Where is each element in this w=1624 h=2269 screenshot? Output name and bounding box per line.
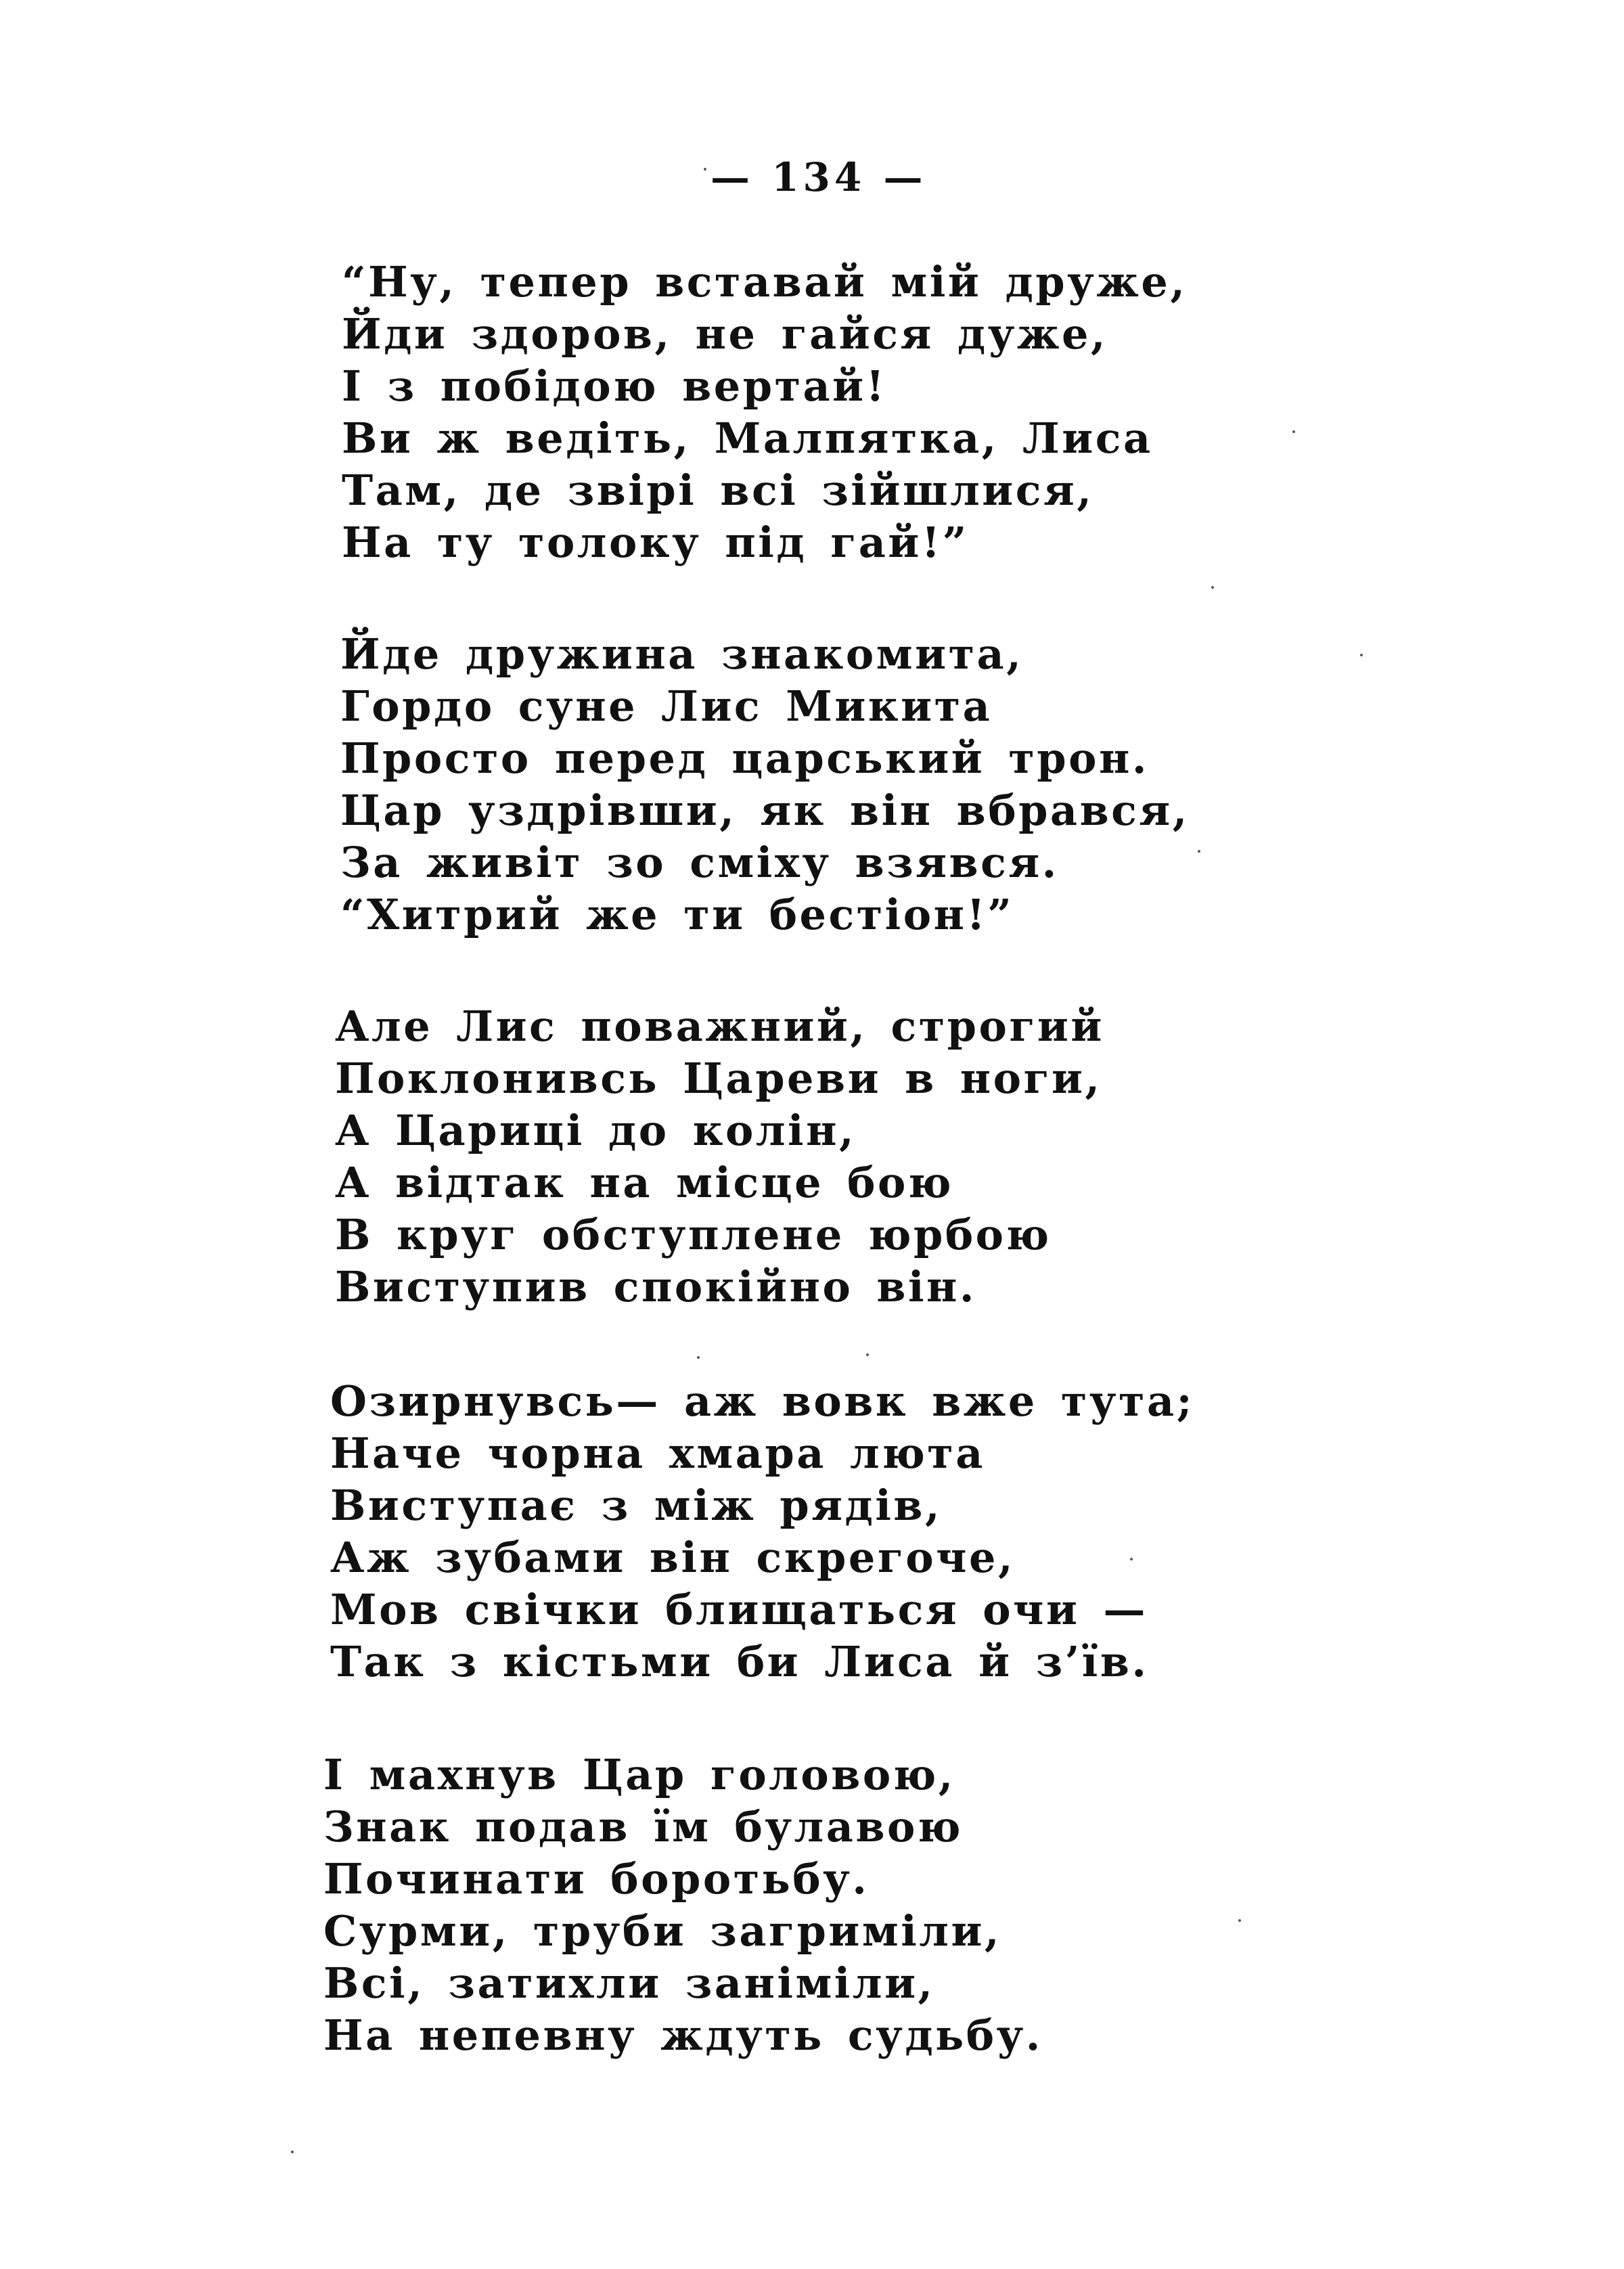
verse-line: Поклонивсь Цареви в ноги, <box>335 1054 1102 1103</box>
verse-line: І махнув Цар головою, <box>323 1750 955 1799</box>
page-number: — 134 — <box>710 154 927 200</box>
verse-line: Починати боротьбу. <box>323 1854 870 1904</box>
verse-line: Виступає з між рядів, <box>330 1481 943 1530</box>
verse-line: Йди здоров, не гайся дуже, <box>342 309 1108 359</box>
verse-line: Йде дружина знакомита, <box>340 629 1024 679</box>
stanza-4 <box>330 1375 1548 1688</box>
verse-line: Там, де звірі всі зійшлися, <box>342 466 1094 515</box>
verse-line: Цар уздрівши, як він вбрався, <box>340 786 1190 835</box>
verse-line: На ту толоку під гай!” <box>342 518 969 567</box>
verse-line: Аж зубами він скрегоче, <box>330 1533 1016 1582</box>
scan-speck <box>704 168 706 171</box>
verse-line: Наче чорна хмара люта <box>330 1429 985 1478</box>
stanza-3 <box>335 1000 1553 1313</box>
scan-speck <box>1292 430 1295 433</box>
verse-line: Знак подав їм булавою <box>323 1802 963 1851</box>
scan-speck <box>291 2151 294 2153</box>
verse-line: “Ну, тепер вставай мій друже, <box>342 257 1188 307</box>
verse-line: За живіт зо сміху взявся. <box>340 838 1059 887</box>
scan-speck <box>866 1353 869 1356</box>
verse-line: Гордо суне Лис Микита <box>340 681 993 731</box>
verse-line: А відтак на місце бою <box>335 1158 953 1207</box>
verse-line: Всі, затихли заніміли, <box>323 1958 935 2008</box>
verse-line: В круг обступлене юрбою <box>335 1210 1052 1259</box>
verse-line: Мов свічки блищаться очи — <box>330 1585 1148 1634</box>
stanza-1 <box>342 256 1560 568</box>
scan-speck <box>1198 850 1200 853</box>
verse-line: А Цариці до колін, <box>335 1106 857 1155</box>
scan-speck <box>1360 654 1363 656</box>
stanza-5 <box>323 1749 1541 2061</box>
verse-line: Ви ж ведіть, Малпятка, Лиса <box>342 413 1153 463</box>
verse-line: Просто перед царський трон. <box>340 734 1149 783</box>
stanza-2 <box>340 628 1558 941</box>
scan-speck <box>1130 1558 1133 1560</box>
verse-line: Озирнувсь— аж вовк вже тута; <box>330 1376 1195 1426</box>
scan-speck <box>1211 586 1214 589</box>
verse-line: Сурми, труби загриміли, <box>323 1906 1002 1956</box>
verse-line: “Хитрий же ти бестіон!” <box>340 890 1014 939</box>
verse-line: І з побідою вертай! <box>342 361 887 411</box>
verse-line: Але Лис поважний, строгий <box>335 1002 1104 1051</box>
verse-line: Так з кістьми би Лиса й з’їв. <box>330 1637 1149 1686</box>
verse-line: На непевну ждуть судьбу. <box>323 2010 1043 2060</box>
scan-speck <box>697 1356 700 1359</box>
scan-speck <box>1238 1919 1241 1922</box>
verse-line: Виступив спокійно він. <box>335 1262 976 1311</box>
